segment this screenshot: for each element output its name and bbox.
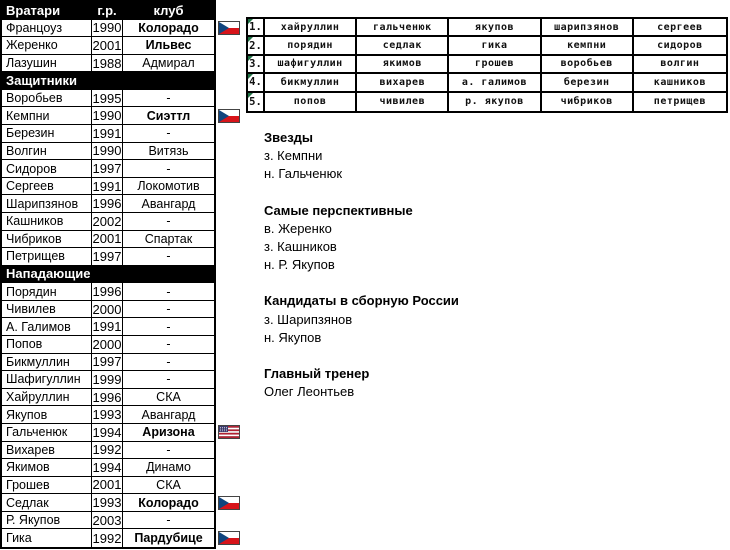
roster-player-year-cell[interactable]: 1990 — [92, 108, 122, 124]
roster-player-name-cell[interactable]: Шарипзянов — [2, 195, 92, 212]
line-player-cell[interactable]: волгин — [660, 58, 700, 70]
notes-section — [264, 129, 709, 184]
excel-error-marker-icon — [248, 93, 253, 98]
roster-player-year-cell[interactable]: 1997 — [92, 248, 122, 264]
roster-player-club-cell[interactable]: - — [166, 513, 171, 528]
roster-player-year-cell[interactable]: 1991 — [92, 178, 122, 194]
notes-section — [264, 202, 709, 275]
roster-player-row — [2, 20, 214, 38]
roster-player-row — [2, 529, 214, 547]
roster-header-year-label[interactable]: г.р. — [92, 2, 123, 19]
roster-player-name-cell[interactable]: Волгин — [2, 143, 92, 160]
line-player-cell[interactable]: чивилев — [357, 93, 449, 111]
roster-player-name-cell[interactable]: Бикмуллин — [2, 354, 92, 371]
roster-player-club-cell[interactable]: - — [166, 284, 171, 299]
roster-player-row — [2, 442, 214, 460]
roster-player-name-cell[interactable]: Петрищев — [2, 248, 92, 265]
roster-player-year-cell[interactable]: 1994 — [92, 424, 122, 440]
excel-error-marker-icon — [248, 19, 253, 24]
line-number-cell[interactable] — [248, 56, 265, 72]
lines-row — [248, 37, 726, 55]
roster-player-club-cell[interactable]: Колорадо — [138, 495, 199, 510]
roster-player-row — [2, 90, 214, 108]
lines-row — [248, 74, 726, 92]
roster-player-row — [2, 160, 214, 178]
line-number-label: 5. — [249, 95, 262, 108]
roster-player-year-cell[interactable]: 1996 — [92, 196, 122, 212]
excel-error-marker-icon — [248, 37, 253, 42]
roster-section-row[interactable] — [2, 72, 214, 90]
roster-player-year-cell[interactable]: 2000 — [92, 301, 122, 317]
excel-error-marker-icon — [248, 56, 253, 61]
roster-player-name-cell[interactable]: Вихарев — [2, 442, 92, 459]
roster-player-name-cell[interactable]: Якупов — [2, 406, 92, 423]
roster-player-name-cell[interactable]: Шафигуллин — [2, 371, 92, 388]
roster-player-name-cell[interactable]: Жеренко — [2, 37, 92, 54]
notes-section-title[interactable]: Самые перспективные — [264, 202, 413, 218]
line-player-cell[interactable]: сергеев — [657, 21, 703, 33]
roster-player-name-cell[interactable]: Кашников — [2, 213, 92, 230]
roster-player-club-cell[interactable]: - — [166, 354, 171, 369]
usa-flag-icon — [218, 425, 240, 439]
roster-player-row — [2, 354, 214, 372]
roster-player-year-cell[interactable]: 1999 — [92, 371, 122, 387]
czech-flag-icon — [218, 496, 240, 510]
roster-player-year-cell[interactable]: 1991 — [92, 319, 122, 335]
line-number-label: 3. — [249, 57, 262, 70]
roster-player-club-cell[interactable]: - — [166, 126, 171, 141]
roster-player-club-cell[interactable]: - — [166, 372, 171, 387]
roster-player-club-cell[interactable]: Сиэттл — [146, 108, 191, 123]
roster-player-row — [2, 195, 214, 213]
roster-player-name-cell[interactable]: Лазушин — [2, 55, 92, 72]
roster-player-club-cell[interactable]: Адмирал — [142, 56, 195, 71]
line-player-cell[interactable]: гика — [449, 37, 541, 53]
roster-player-year-cell[interactable]: 2002 — [92, 213, 122, 229]
notes-line[interactable]: в. Жеренко — [264, 220, 332, 236]
notes-line[interactable]: з. Шарипзянов — [264, 311, 353, 327]
roster-player-club-cell[interactable]: - — [166, 442, 171, 457]
roster-player-row — [2, 336, 214, 354]
roster-player-year-cell[interactable]: 1992 — [92, 442, 122, 458]
roster-player-year-cell[interactable]: 2003 — [92, 512, 122, 528]
line-player-cell[interactable]: шарипзянов — [542, 19, 634, 35]
line-player-cell[interactable]: порядин — [265, 37, 357, 53]
line-number-label: 2. — [249, 39, 262, 52]
roster-player-club-cell[interactable]: - — [166, 337, 171, 352]
line-player-cell[interactable]: попов — [265, 93, 357, 111]
roster-player-row — [2, 512, 214, 530]
roster-player-year-cell[interactable]: 1990 — [92, 143, 122, 159]
roster-player-row — [2, 37, 214, 55]
roster-player-row — [2, 125, 214, 143]
line-number-cell[interactable] — [248, 19, 265, 35]
roster-player-name-cell[interactable]: Воробьев — [2, 90, 92, 107]
roster-player-name-cell[interactable]: Порядин — [2, 283, 92, 300]
roster-player-year-cell[interactable]: 1990 — [92, 20, 122, 36]
roster-player-year-cell[interactable]: 1994 — [92, 459, 122, 475]
roster-player-row — [2, 371, 214, 389]
line-number-cell[interactable] — [248, 74, 265, 90]
roster-player-year-cell[interactable]: 2000 — [92, 336, 122, 352]
roster-player-year-cell[interactable]: 2001 — [92, 477, 122, 493]
line-player-cell[interactable]: а. галимов — [449, 74, 541, 90]
roster-player-year-cell[interactable]: 1996 — [92, 389, 122, 405]
roster-section-row[interactable] — [2, 266, 214, 284]
line-player-cell[interactable]: сидоров — [657, 40, 703, 52]
lines-row — [248, 56, 726, 74]
roster-player-year-cell[interactable]: 2001 — [92, 37, 122, 53]
lines-row — [248, 93, 726, 111]
roster-player-year-cell[interactable]: 1993 — [92, 495, 122, 511]
roster-player-name-cell[interactable]: Березин — [2, 125, 92, 142]
line-player-cell[interactable]: р. якупов — [449, 93, 541, 111]
roster-player-name-cell[interactable]: Р. Якупов — [2, 512, 92, 529]
roster-player-club-cell[interactable]: Витязь — [148, 143, 189, 158]
roster-player-club-cell[interactable]: Авангард — [141, 196, 196, 211]
notes-line[interactable]: з. Кемпни — [264, 148, 323, 164]
roster-player-name-cell[interactable]: Чивилев — [2, 301, 92, 318]
excel-error-marker-icon — [248, 74, 253, 79]
roster-player-name-cell[interactable]: Сергеев — [2, 178, 92, 195]
roster-player-year-cell[interactable]: 1997 — [92, 354, 122, 370]
roster-header-club-label[interactable]: клуб — [153, 2, 184, 18]
roster-player-club-cell[interactable]: Локомотив — [137, 179, 200, 194]
roster-player-name-cell[interactable]: Францоуз — [2, 20, 92, 37]
roster-player-club-cell[interactable]: Аризона — [142, 425, 195, 440]
line-number-label: 4. — [249, 76, 262, 89]
roster-player-year-cell[interactable]: 1997 — [92, 161, 122, 176]
notes-section — [264, 292, 709, 347]
roster-player-year-cell[interactable]: 2001 — [92, 231, 122, 247]
roster-player-name-cell[interactable]: Сидоров — [2, 160, 92, 177]
line-number-cell[interactable] — [248, 37, 265, 53]
notes-section-title[interactable]: Главный тренер — [264, 366, 370, 382]
roster-player-year-cell[interactable]: 1996 — [92, 284, 122, 300]
roster-section-label: Нападающие — [6, 266, 91, 282]
roster-player-name-cell[interactable]: Гика — [2, 529, 92, 547]
roster-header-goalies-label[interactable]: Вратари — [2, 2, 92, 19]
roster-player-row — [2, 318, 214, 336]
roster-player-row — [2, 406, 214, 424]
notes-line[interactable]: Олег Леонтьев — [264, 384, 355, 400]
roster-player-name-cell[interactable]: Грошев — [2, 477, 92, 494]
notes-section-title[interactable]: Звезды — [264, 130, 314, 145]
line-player-cell[interactable]: грошев — [449, 56, 541, 72]
roster-player-club-cell[interactable]: Колорадо — [138, 20, 199, 35]
roster-player-club-cell[interactable]: - — [166, 91, 171, 106]
roster-player-club-cell[interactable]: Ильвес — [145, 38, 192, 53]
lines-row — [248, 19, 726, 37]
roster-player-row — [2, 389, 214, 407]
line-player-cell[interactable]: якимов — [357, 56, 449, 72]
line-player-cell[interactable]: шафигуллин — [265, 56, 357, 72]
notes-line[interactable]: н. Р. Якупов — [264, 257, 335, 273]
roster-player-row — [2, 424, 214, 442]
roster-section-label: Защитники — [6, 73, 78, 89]
czech-flag-icon — [218, 109, 240, 123]
lines-table — [246, 17, 728, 113]
roster-player-row — [2, 283, 214, 301]
roster-player-name-cell[interactable]: Гальченюк — [2, 424, 92, 441]
line-player-cell[interactable]: бикмуллин — [265, 74, 357, 90]
roster-player-year-cell[interactable]: 1988 — [92, 55, 122, 71]
line-player-cell[interactable]: кашников — [653, 76, 706, 88]
line-number-label: 1. — [249, 21, 262, 34]
line-number-cell[interactable] — [248, 93, 265, 111]
roster-player-year-cell[interactable]: 1992 — [92, 530, 122, 546]
notes-line[interactable]: н. Якупов — [264, 329, 322, 345]
flags-column — [218, 0, 244, 549]
roster-player-row — [2, 459, 214, 477]
roster-player-row — [2, 231, 214, 249]
roster-player-club-cell[interactable]: Динамо — [146, 460, 191, 475]
roster-player-club-cell[interactable]: - — [166, 249, 171, 264]
roster-table — [0, 0, 216, 549]
roster-player-name-cell[interactable]: Седлак — [2, 494, 92, 511]
roster-player-year-cell[interactable]: 1991 — [92, 125, 122, 141]
roster-player-name-cell[interactable]: Кемпни — [2, 107, 92, 124]
roster-player-name-cell[interactable]: Попов — [2, 336, 92, 353]
roster-player-row — [2, 55, 214, 73]
roster-player-club-cell[interactable]: СКА — [156, 390, 181, 405]
roster-player-row — [2, 494, 214, 512]
czech-flag-icon — [218, 21, 240, 35]
roster-player-row — [2, 178, 214, 196]
line-player-cell[interactable]: кемпни — [542, 37, 634, 53]
roster-player-club-cell[interactable]: Спартак — [144, 231, 193, 246]
roster-player-year-cell[interactable]: 1993 — [92, 407, 122, 423]
roster-player-club-cell[interactable]: - — [166, 302, 171, 317]
czech-flag-icon — [218, 531, 240, 545]
roster-player-club-cell[interactable]: Пардубице — [134, 531, 203, 546]
line-player-cell[interactable]: гальченюк — [357, 19, 449, 35]
roster-player-row — [2, 248, 214, 266]
line-player-cell[interactable]: чибриков — [542, 93, 634, 111]
notes-section — [264, 365, 709, 401]
roster-player-club-cell[interactable]: Авангард — [141, 407, 196, 422]
notes-panel — [264, 129, 709, 419]
roster-player-name-cell[interactable]: Чибриков — [2, 231, 92, 248]
notes-line[interactable]: з. Кашников — [264, 239, 337, 255]
notes-section-title[interactable]: Кандидаты в сборную России — [264, 293, 459, 309]
notes-line[interactable]: н. Гальченюк — [264, 166, 343, 182]
roster-player-club-cell[interactable]: - — [166, 319, 171, 334]
roster-player-year-cell[interactable]: 1995 — [92, 90, 122, 106]
line-player-cell[interactable]: вихарев — [357, 74, 449, 90]
line-player-cell[interactable]: березин — [542, 74, 634, 90]
roster-player-row — [2, 143, 214, 161]
line-player-cell[interactable]: седлак — [357, 37, 449, 53]
roster-player-row — [2, 477, 214, 495]
line-player-cell[interactable]: хайруллин — [265, 19, 357, 35]
roster-player-row — [2, 213, 214, 231]
roster-player-row — [2, 301, 214, 319]
line-player-cell[interactable]: петрищев — [653, 96, 706, 108]
roster-player-name-cell[interactable]: Хайруллин — [2, 389, 92, 406]
roster-player-name-cell[interactable]: Якимов — [2, 459, 92, 476]
line-player-cell[interactable]: воробьев — [542, 56, 634, 72]
roster-header-row[interactable] — [2, 2, 214, 20]
roster-player-club-cell[interactable]: - — [166, 214, 171, 229]
roster-player-row — [2, 107, 214, 125]
line-player-cell[interactable]: якупов — [449, 19, 541, 35]
roster-player-club-cell[interactable]: СКА — [156, 477, 181, 492]
roster-player-name-cell[interactable]: А. Галимов — [2, 318, 92, 335]
roster-player-club-cell[interactable]: - — [166, 161, 171, 176]
